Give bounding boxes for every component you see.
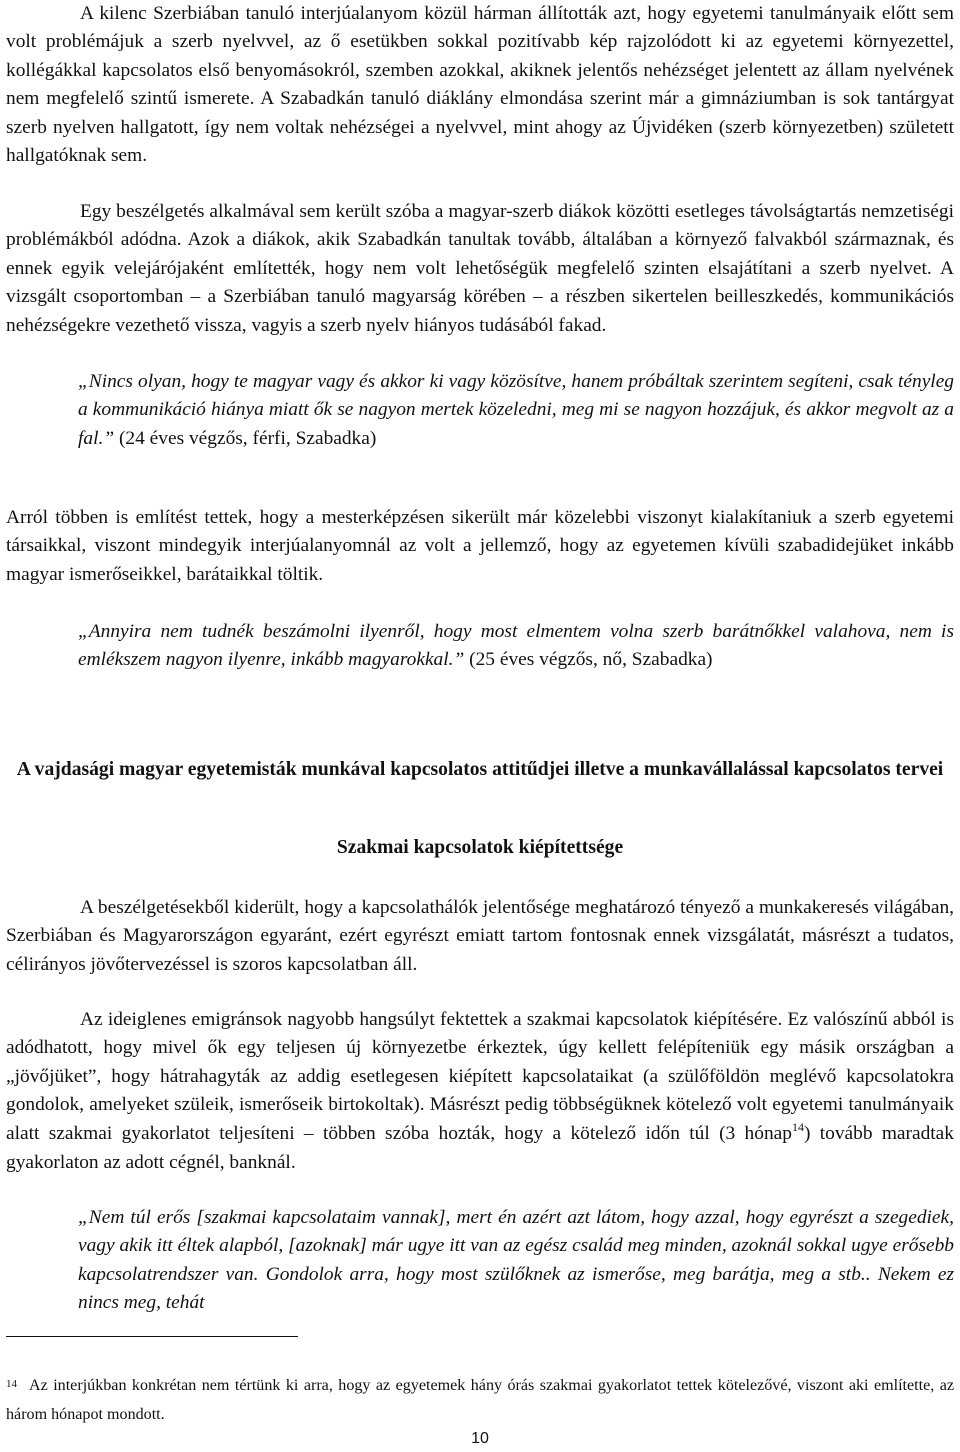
paragraph-4-text: A beszélgetésekből kiderült, hogy a kapcsolathálók jelentősége meghatározó tényező a munkakeresés világában, Szerbiában és Magyarországon egyaránt, ezért egyrészt emiatt tartom fontosnak ennek vizsgálatát, másrészt a tudatos, célirányos jövőtervezéssel is szoros kapcsolatban áll. (6, 897, 954, 975)
quote-1-text: „Nincs olyan, hogy te magyar vagy és akkor ki vagy közösítve, hanem próbáltak szerintem segíteni, csak tényleg a kommunikáció hiánya miatt ők se nagyon mertek közeledni, meg mi se nagyon hozzájuk, és akkor megvolt az a fal.” (78, 371, 954, 449)
paragraph-5 (6, 1006, 954, 1177)
section-heading: A vajdasági magyar egyetemisták munkával kapcsolatos attitűdjei illetve a munkavállalással kapcsolatos tervei (16, 759, 944, 780)
quote-2-source: (25 éves végzős, nő, Szabadka) (469, 649, 713, 671)
quote-1-source: (24 éves végzős, férfi, Szabadka) (118, 427, 377, 449)
quote-2-text: „Annyira nem tudnék beszámolni ilyenről, hogy most elmentem volna szerb barátnőkkel valahova, nem is emlékszem nagyon ilyenre, inkább magyarokkal.” (78, 621, 954, 671)
paragraph-2 (6, 198, 954, 340)
quote-3-text: „Nem túl erős [szakmai kapcsolataim vannak], mert én azért azt látom, hogy azzal, hogy egyrészt a szegediek, vagy akik itt éltek alapból, [azoknak] már ugye itt van az egész család meg minden, azoknál sokkal ugye erősebb kapcsolatrendszer van. Gondolok arra, hogy most szülőknek az ismerőse, meg barátja, meg a stb.. Nekem ez nincs meg, tehát (78, 1207, 954, 1314)
footnote-reference: 14 (791, 1119, 804, 1134)
footnote (6, 1372, 954, 1429)
paragraph-1 (6, 0, 954, 170)
paragraph-1-text: A kilenc Szerbiában tanuló interjúalanyom közül hárman állították azt, hogy egyetemi tanulmányaik előtt sem volt problémájuk a szerb nyelvvel, az ő esetükben sokkal pozitívabb kép rajzolódott ki az egyetemi környezettel, kollégákkal kapcsolatos első benyomásokról, szemben azokkal, akiknek jelentős nehézséget jelentett az állam nyelvének nem megfelelő szintű ismerete. A Szabadkán tanuló diáklány elmondása szerint már a gimnáziumban is sok tantárgyat szerb nyelven hallgatott, így nem voltak nehézségei a nyelvvel, mint ahogy az Újvidéken (szerb környezetben) született hallgatóknak sem. (6, 3, 954, 167)
interview-quote-3 (78, 1204, 954, 1318)
footnote-separator (6, 1336, 298, 1337)
paragraph-5-before: Az ideiglenes emigránsok nagyobb hangsúlyt fektettek a szakmai kapcsolatok kiépítésére. Ez valószínű abból is adódhatott, hogy mivel ők egy teljesen új környezetbe érkeztek, úgy kellett felépíteniük egy másik országban a „jövőjüket”, hogy hátrahagyták az addig esetlegesen kiépített kapcsolataikat (a szülőföldön meglévő kapcsolatokra gondolok, amelyeket szüleik, ismerőseik birtokoltak). Másrészt pedig többségüknek kötelező volt egyetemi tanulmányaik alatt szakmai gyakorlatot teljesíteni – többen szóba hozták, hogy a kötelező időn túl (3 hónap (6, 1009, 954, 1144)
page-number: 10 (471, 1430, 489, 1447)
paragraph-3 (6, 504, 954, 589)
interview-quote-1 (78, 368, 954, 453)
paragraph-5-text (6, 1006, 954, 1177)
subsection-heading: Szakmai kapcsolatok kiépítettsége (336, 837, 624, 858)
paragraph-3-text: Arról többen is említést tettek, hogy a mesterképzésen sikerült már közelebbi viszonyt kialakítaniuk a szerb egyetemi társaikkal, viszont mindegyik interjúalanyomnál az volt a jellemző, hogy az egyetemen kívüli szabadidejüket inkább magyar ismerőseikkel, barátaikkal töltik. (6, 507, 954, 585)
paragraph-4 (6, 894, 954, 979)
footnote-text: Az interjúkban konkrétan nem tértünk ki arra, hogy az egyetemek hány órás szakmai gyakorlatot tettek kötelezővé, viszont aki említette, az három hónapot mondott. (6, 1377, 954, 1423)
interview-quote-2 (78, 618, 954, 675)
paragraph-5-after: ) tovább maradtak gyakorlaton az adott cégnél, banknál. (6, 1122, 954, 1174)
paragraph-2-text: Egy beszélgetés alkalmával sem került szóba a magyar-szerb diákok közötti esetleges távolságtartás nemzetiségi problémákból adódna. Azok a diákok, akik Szabadkán tanultak tovább, általában a környező falvakból származnak, és ennek egyik velejárójaként említették, hogy nem volt lehetőségük megfelelő szinten elsajátítani a szerb nyelvet. A vizsgált csoportomban – a Szerbiában tanuló magyarság körében – a részben sikertelen beilleszkedés, kommunikációs nehézségekre vezethető vissza, vagyis a szerb nyelv hiányos tudásából fakad. (6, 201, 954, 336)
footnote-number: 14 (6, 1378, 17, 1390)
